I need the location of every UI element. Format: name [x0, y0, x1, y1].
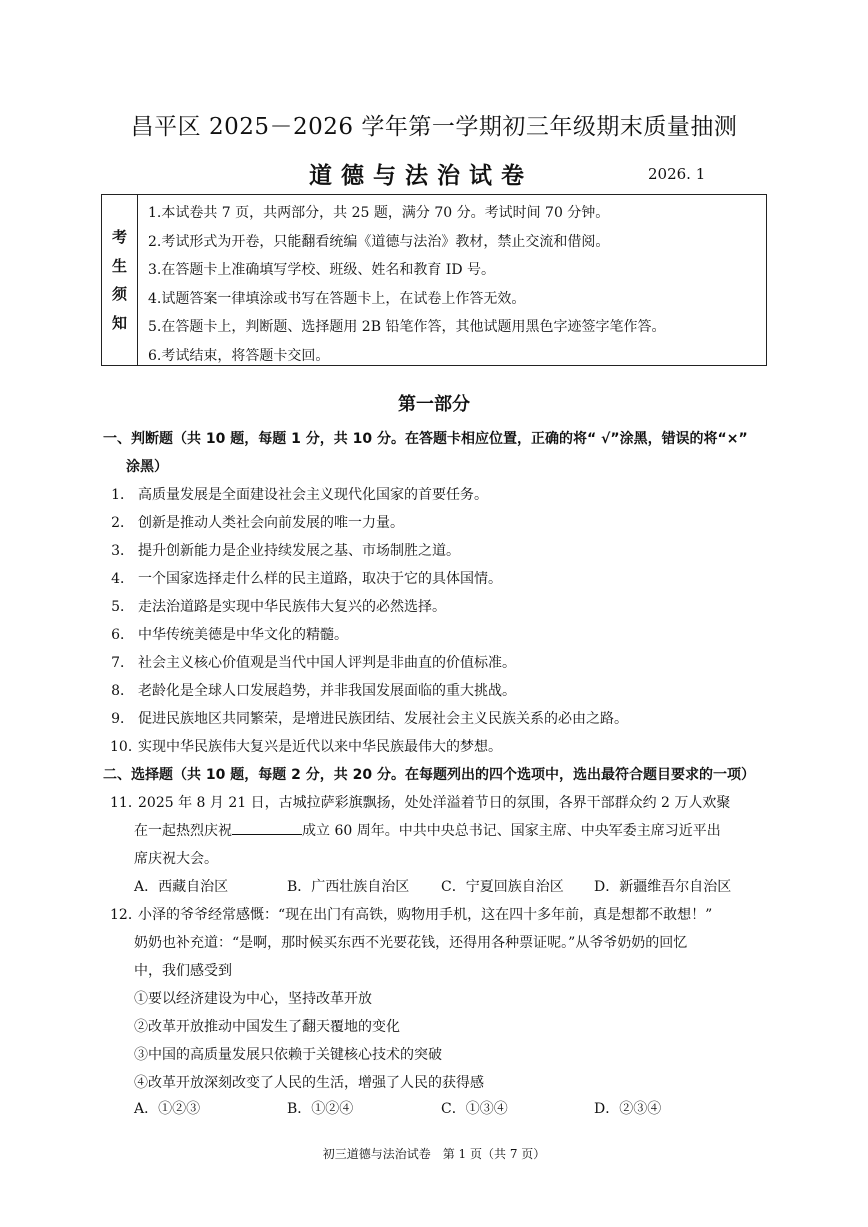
judgement-question: [110, 649, 516, 677]
option-b: B．广西壮族自治区: [287, 879, 410, 895]
statement: ④改革开放深刻改变了人民的生活，增强了人民的获得感: [134, 1075, 484, 1091]
judgement-question: [110, 565, 502, 593]
question-number: 5．: [111, 599, 134, 615]
notice-items: [148, 199, 760, 370]
judgement-question: [110, 733, 502, 761]
notice-item: 2.考试形式为开卷，只能翻看统编《道德与法治》教材，禁止交流和借阅。: [148, 233, 610, 250]
question-text: [134, 817, 721, 845]
option-a: A．①②③: [134, 1101, 201, 1117]
notice-label-char: 考: [111, 228, 127, 246]
section1-heading: 一、判断题（共 10 题，每题 1 分，共 10 分。在答题卡相应位置，正确的将“ √”涂黑，错误的将“×”: [103, 431, 748, 447]
statement: ②改革开放推动中国发生了翻天覆地的变化: [134, 1019, 400, 1035]
choice-question-11: [110, 789, 730, 817]
question-text: 2025 年 8 月 21 日，古城拉萨彩旗飘扬，处处洋溢着节日的氛围，各界干部群众约 2 万人欢聚: [138, 795, 731, 811]
question-text: 奶奶也补充道：“是啊，那时候买东西不光要花钱，还得用各种票证呢。”从爷爷奶奶的回忆: [134, 935, 688, 951]
question-number: 7．: [111, 655, 134, 671]
candidate-notice-box: [101, 194, 767, 366]
question-number: 12．: [110, 907, 142, 923]
question-number: 2．: [111, 515, 134, 531]
question-number: 3．: [111, 543, 134, 559]
judgement-question: [110, 481, 488, 509]
section2-heading: 二、选择题（共 10 题，每题 2 分，共 20 分。在每题列出的四个选项中，选出最符合题目要求的一项）: [103, 767, 755, 783]
exam-title: 昌平区 2025－2026 学年第一学期初三年级期末质量抽测: [130, 114, 738, 140]
question-number: 4．: [111, 571, 134, 587]
question-text: 中华传统美德是中华文化的精髓。: [138, 627, 348, 643]
question-text: 社会主义核心价值观是当代中国人评判是非曲直的价值标准。: [138, 655, 516, 671]
question-text-before-blank: 在一起热烈庆祝: [134, 823, 232, 839]
question-text: 实现中华民族伟大复兴是近代以来中华民族最伟大的梦想。: [138, 739, 502, 755]
question-text-after-blank: 成立 60 周年。中共中央总书记、国家主席、中央军委主席习近平出: [302, 823, 721, 839]
statement: ①要以经济建设为中心，坚持改革开放: [134, 991, 372, 1007]
option-b: B．①②④: [287, 1101, 354, 1117]
section1-heading-cont: 涂黑）: [126, 459, 168, 475]
judgement-question: [110, 705, 628, 733]
question-number: 9．: [111, 711, 134, 727]
option-c: C．宁夏回族自治区: [441, 879, 564, 895]
question-text: 促进民族地区共同繁荣，是增进民族团结、发展社会主义民族关系的必由之路。: [138, 711, 628, 727]
option-d: D．②③④: [594, 1101, 662, 1117]
statement: ③中国的高质量发展只依赖于关键核心技术的突破: [134, 1047, 442, 1063]
option-a: A．西藏自治区: [134, 879, 229, 895]
judgement-question: [110, 537, 460, 565]
question-text: 一个国家选择走什么样的民主道路，取决于它的具体国情。: [138, 571, 502, 587]
question-text: 中，我们感受到: [134, 963, 232, 979]
notice-item: 1.本试卷共 7 页，共两部分，共 25 题，满分 70 分。考试时间 70 分钟。: [148, 205, 610, 221]
question-number: 11．: [110, 795, 142, 811]
exam-date: 2026. 1: [648, 165, 706, 183]
notice-item: 6.考试结束，将答题卡交回。: [148, 347, 330, 364]
question-number: 10．: [110, 739, 142, 755]
question-text: 走法治道路是实现中华民族伟大复兴的必然选择。: [138, 599, 446, 615]
notice-label-char: 须: [111, 285, 127, 303]
page-footer: 初三道德与法治试卷 第 1 页（共 7 页）: [322, 1147, 546, 1161]
question-text: 创新是推动人类社会向前发展的唯一力量。: [138, 515, 404, 531]
judgement-question: [110, 509, 404, 537]
notice-label-char: 生: [111, 256, 127, 275]
choice-question-12: [110, 901, 712, 929]
option-d: D．新疆维吾尔自治区: [594, 879, 732, 895]
option-c: C．①③④: [441, 1101, 508, 1117]
question-text: 高质量发展是全面建设社会主义现代化国家的首要任务。: [138, 487, 488, 503]
notice-item: 3.在答题卡上准确填写学校、班级、姓名和教育 ID 号。: [148, 262, 496, 278]
question-text: 提升创新能力是企业持续发展之基、市场制胜之道。: [138, 543, 460, 559]
question-text: 老龄化是全球人口发展趋势，并非我国发展面临的重大挑战。: [138, 683, 516, 699]
question-text: 席庆祝大会。: [134, 851, 218, 867]
exam-subtitle: 道德与法治试卷: [309, 163, 533, 189]
part-title: 第一部分: [398, 394, 470, 415]
notice-label-char: 知: [111, 313, 127, 332]
notice-label: [102, 195, 138, 365]
notice-item: 4.试题答案一律填涂或书写在答题卡上，在试卷上作答无效。: [148, 290, 526, 307]
answer-blank: [232, 820, 302, 835]
judgement-question: [110, 677, 516, 705]
judgement-question: [110, 621, 348, 649]
question-number: 6．: [111, 627, 134, 643]
question-text: 小泽的爷爷经常感慨：“现在出门有高铁，购物用手机，这在四十多年前，真是想都不敢想！”: [138, 907, 713, 923]
judgement-question: [110, 593, 446, 621]
notice-item: 5.在答题卡上，判断题、选择题用 2B 铅笔作答，其他试题用黑色字迹签字笔作答。: [148, 319, 666, 335]
question-number: 1．: [111, 487, 134, 503]
question-number: 8．: [111, 683, 134, 699]
